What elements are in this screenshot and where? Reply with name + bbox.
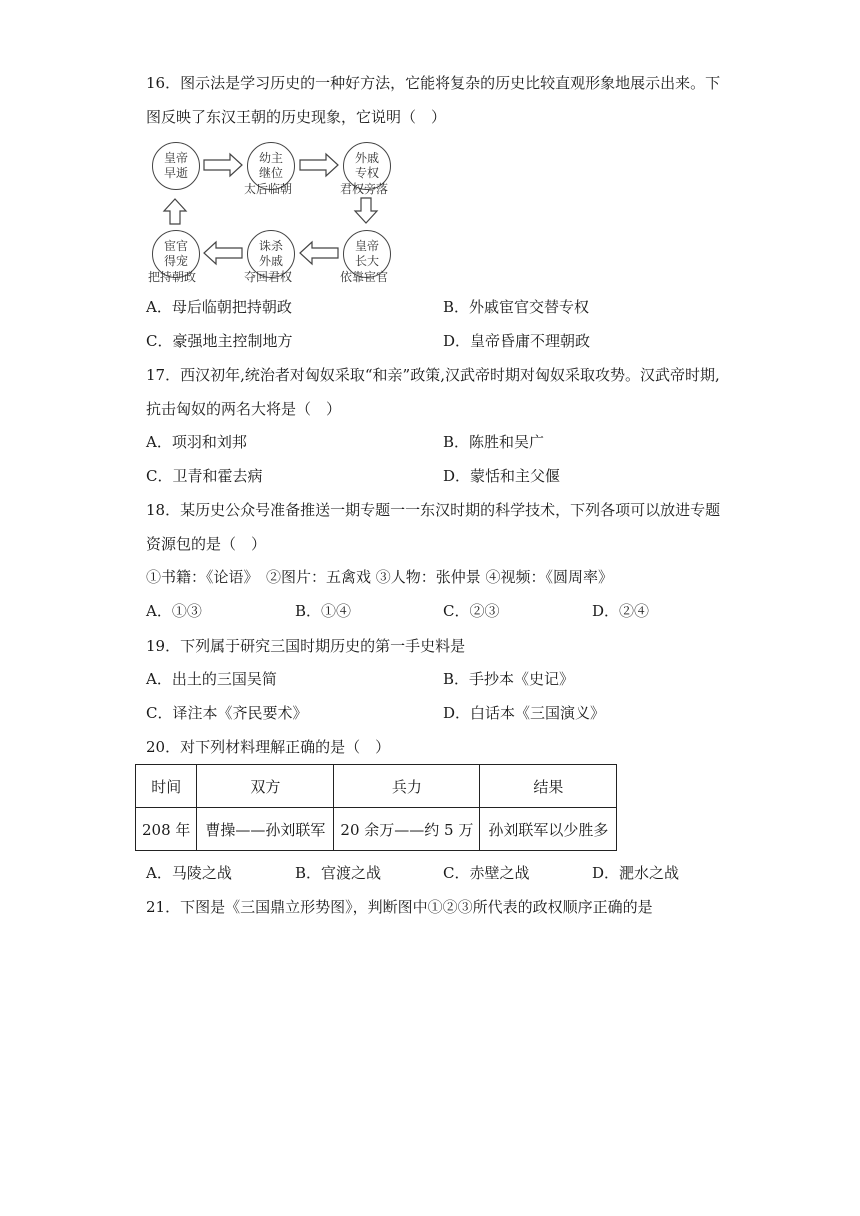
q19-option-b[interactable]: B．手抄本《史记》 [443,670,575,688]
node-text: 长大 [354,254,379,268]
node-text: 早逝 [163,166,188,180]
q20-option-c[interactable]: C．赤壁之战 [443,864,530,882]
q16-option-b[interactable]: B．外戚宦官交替专权 [443,298,590,316]
q17-option-c[interactable]: C．卫青和霍去病 [146,467,263,485]
q16-option-d[interactable]: D．皇帝昏庸不理朝政 [443,332,591,350]
node-text: 得宠 [163,254,188,268]
q18-stem-line2: 资源包的是（ ） [146,535,267,553]
node-text: 专权 [354,166,379,180]
q18-option-a[interactable]: A．①③ [146,602,202,620]
table-cell: 孙刘联军以少胜多 [480,808,617,851]
q20-option-a[interactable]: A．马陵之战 [146,864,232,882]
q16-stem-line2: 图反映了东汉王朝的历史现象，它说明（ ） [146,108,447,126]
q18-option-c[interactable]: C．②③ [443,602,500,620]
q20-table [135,764,617,851]
arrow-right-icon [204,154,242,176]
arrow-down-icon [355,198,377,223]
table-row [136,808,617,851]
q18-option-d[interactable]: D．②④ [592,602,650,620]
q19-option-c[interactable]: C．译注本《齐民要术》 [146,704,308,722]
arrow-left-icon [204,242,242,264]
node-text: 宦官 [163,239,188,253]
q19-stem: 19．下列属于研究三国时期历史的第一手史料是 [146,637,466,655]
q16-stem-line1: 16．图示法是学习历史的一种好方法，它能将复杂的历史比较直观形象地展示出来。下 [146,74,721,92]
diagram-caption: 依靠宦官 [340,270,389,284]
diagram-arrows [0,0,860,300]
table-header-row [136,765,617,808]
q16-option-c[interactable]: C．豪强地主控制地方 [146,332,293,350]
table-cell: 208 年 [136,808,197,851]
node-text: 皇帝 [354,239,379,253]
node-text: 外戚 [354,151,379,165]
arrow-left-icon [300,242,338,264]
arrow-up-icon [164,199,186,224]
node-text: 外戚 [258,254,283,268]
node-text: 幼主 [258,151,283,165]
arrow-right-icon [300,154,338,176]
diagram-caption: 夺回君权 [244,270,293,284]
table-header-cell: 兵力 [334,765,480,808]
node-text: 继位 [258,166,283,180]
q17-stem-line2: 抗击匈奴的两名大将是（ ） [146,400,342,418]
q17-option-d[interactable]: D．蒙恬和主父偃 [443,467,561,485]
q19-option-d[interactable]: D．白话本《三国演义》 [443,704,606,722]
q18-stem-line1: 18．某历史公众号准备推送一期专题一一东汉时期的科学技术，下列各项可以放进专题 [146,501,721,519]
table-cell: 曹操——孙刘联军 [197,808,334,851]
q18-items: ①书籍：《论语》 ②图片：五禽戏 ③人物：张仲景 ④视频：《圆周率》 [146,568,614,586]
table-header-cell: 时间 [136,765,197,808]
q16-option-a[interactable]: A．母后临朝把持朝政 [146,298,292,316]
q19-option-a[interactable]: A．出土的三国吴简 [146,670,277,688]
q17-option-b[interactable]: B．陈胜和吴广 [443,433,545,451]
q17-stem-line1: 17．西汉初年,统治者对匈奴采取“和亲”政策,汉武帝时期对匈奴采取攻势。汉武帝时期, [146,366,720,384]
diagram-caption: 把持朝政 [148,270,197,284]
diagram-caption: 君权旁落 [340,182,389,196]
q20-option-b[interactable]: B．官渡之战 [295,864,382,882]
q20-option-d[interactable]: D．淝水之战 [592,864,680,882]
table-cell: 20 余万——约 5 万 [334,808,480,851]
diagram-caption: 太后临朝 [244,182,293,196]
node-text: 诛杀 [258,239,283,253]
q17-option-a[interactable]: A．项羽和刘邦 [146,433,247,451]
table-header-cell: 结果 [480,765,617,808]
q21-stem: 21．下图是《三国鼎立形势图》，判断图中①②③所代表的政权顺序正确的是 [146,898,653,916]
table-header-cell: 双方 [197,765,334,808]
node-text: 皇帝 [163,151,188,165]
q18-option-b[interactable]: B．①④ [295,602,352,620]
q20-stem: 20．对下列材料理解正确的是（ ） [146,738,391,756]
